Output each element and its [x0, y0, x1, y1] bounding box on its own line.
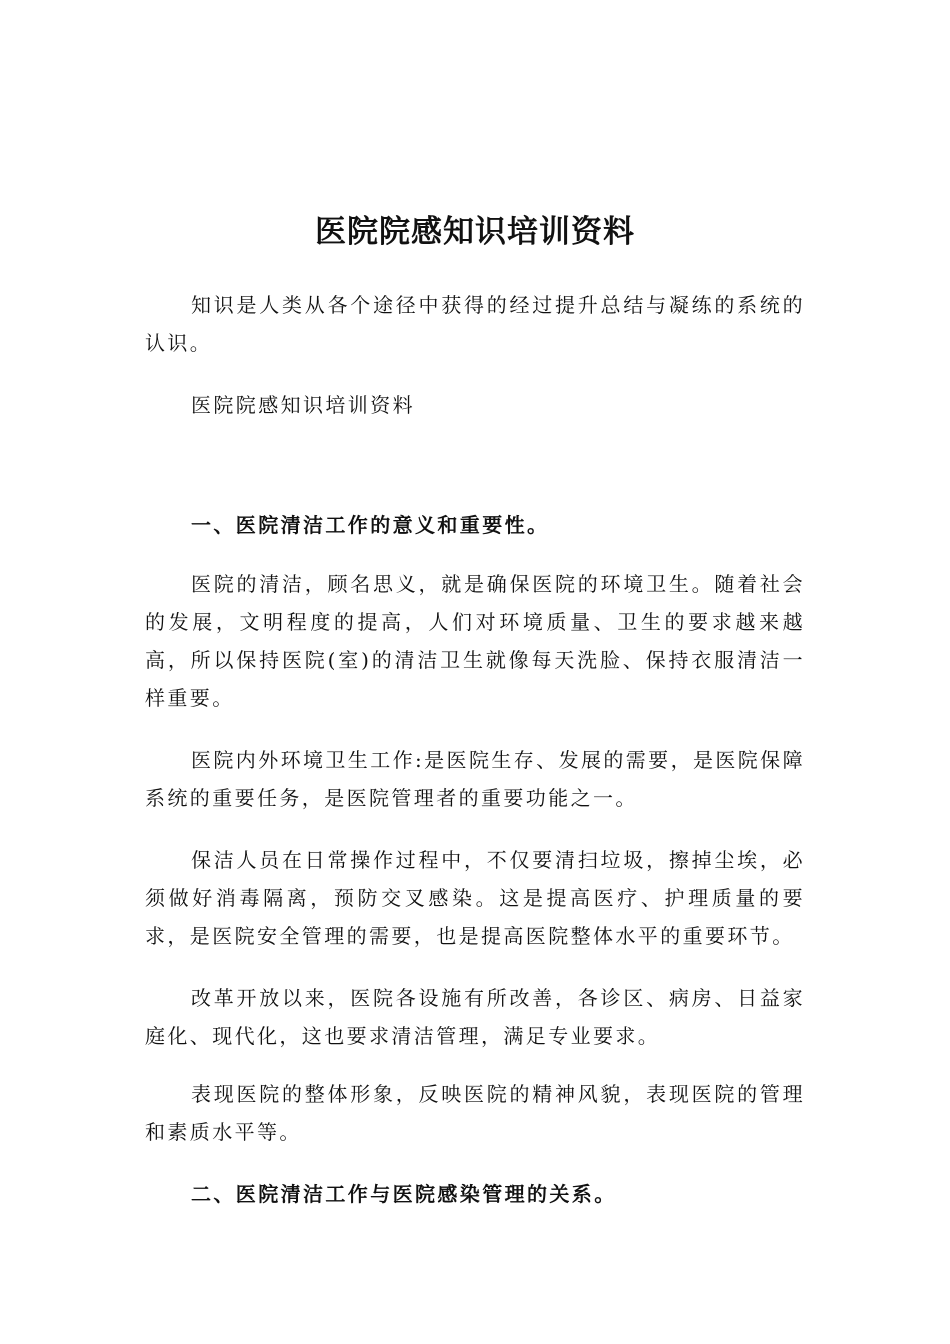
body-paragraph: 表现医院的整体形象，反映医院的精神风貌，表现医院的管理和素质水平等。: [145, 1082, 805, 1144]
body-paragraph: 医院内外环境卫生工作:是医院生存、发展的需要，是医院保障系统的重要任务，是医院管理者的重要功能之一。: [145, 748, 805, 810]
section-1-heading: 一、医院清洁工作的意义和重要性。: [191, 513, 550, 537]
body-paragraph: 保洁人员在日常操作过程中，不仅要清扫垃圾，擦掉尘埃，必须做好消毒隔离，预防交叉感染。这是提高医疗、护理质量的要求，是医院安全管理的需要，也是提高医院整体水平的重要环节。: [145, 848, 805, 948]
section-2-heading: 二、医院清洁工作与医院感染管理的关系。: [191, 1182, 617, 1206]
intro-paragraph: 知识是人类从各个途径中获得的经过提升总结与凝练的系统的认识。: [145, 293, 805, 355]
body-paragraph: 医院的清洁，顾名思义，就是确保医院的环境卫生。随着社会的发展，文明程度的提高，人们对环境质量、卫生的要求越来越高，所以保持医院(室)的清洁卫生就像每天洗脸、保持衣服清洁一样重要。: [145, 572, 805, 710]
document-title: 医院院感知识培训资料: [315, 214, 635, 250]
subtitle-paragraph: 医院院感知识培训资料: [191, 393, 415, 417]
body-paragraph: 改革开放以来，医院各设施有所改善，各诊区、病房、日益家庭化、现代化，这也要求清洁管理，满足专业要求。: [145, 986, 805, 1048]
